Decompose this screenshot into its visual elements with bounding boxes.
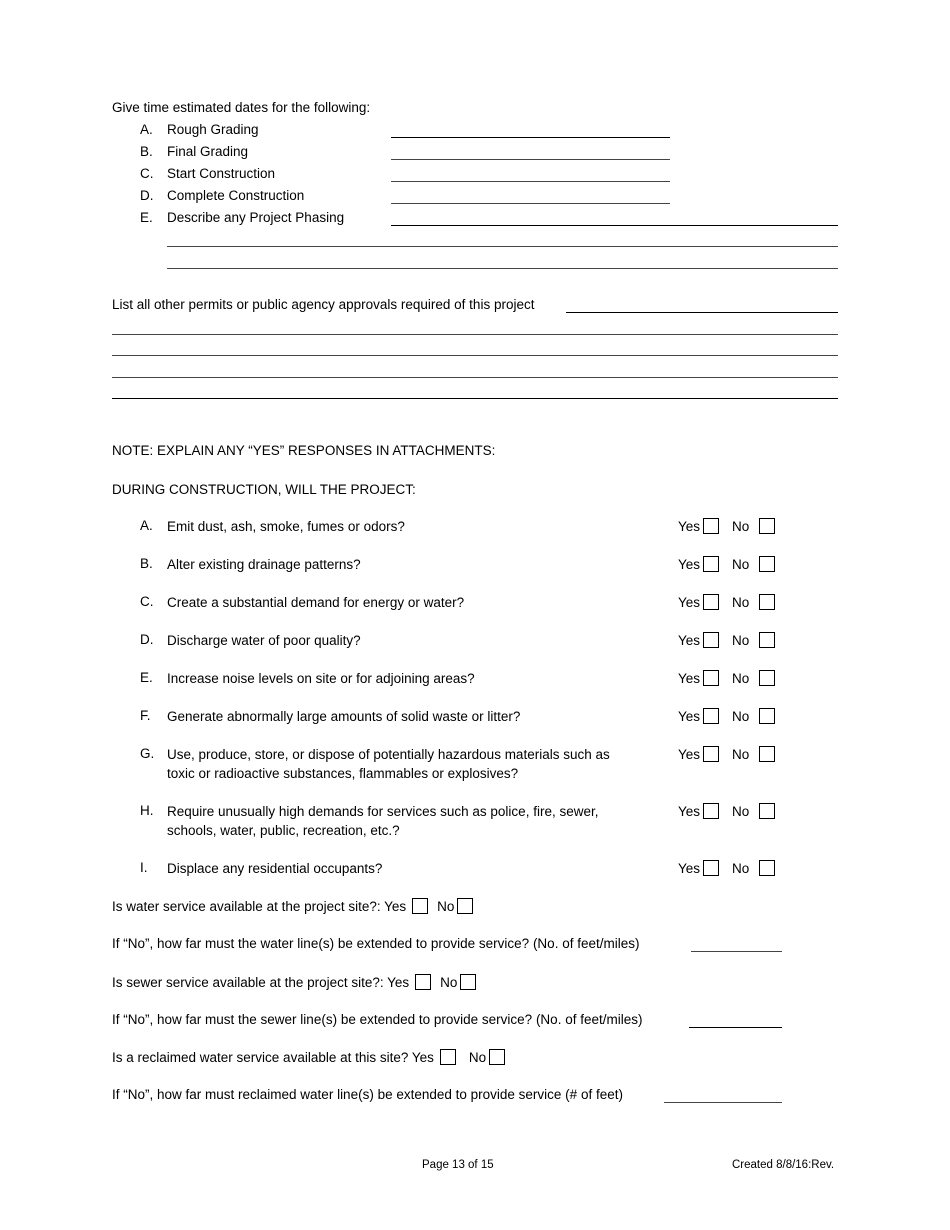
water-yes-checkbox[interactable] [412, 898, 428, 914]
date-item-label: Complete Construction [167, 188, 305, 203]
permits-label: List all other permits or public agency approvals required of this project [112, 297, 535, 312]
no-checkbox[interactable] [759, 670, 775, 686]
phasing-field-line-3[interactable] [167, 268, 838, 269]
question-text: Require unusually high demands for services such as police, fire, sewer, schools, water, public, recreation, etc.? [167, 804, 599, 838]
yes-no-group [678, 860, 778, 876]
no-label: No [732, 595, 750, 610]
question-letter: G. [140, 746, 155, 761]
yes-no-group [678, 803, 778, 819]
water-distance-field[interactable] [691, 951, 782, 952]
water-no-checkbox[interactable] [457, 898, 473, 914]
no-label: No [732, 747, 750, 762]
yes-no-group [678, 670, 778, 686]
reclaimed-service-question: Is a reclaimed water service available at this site? Yes [112, 1050, 434, 1065]
water-service-row [112, 898, 476, 914]
question-letter: D. [140, 632, 154, 647]
yes-no-group [678, 708, 778, 724]
yes-label: Yes [678, 747, 701, 762]
permits-field-line-5[interactable] [112, 398, 838, 399]
yes-no-group [678, 632, 778, 648]
reclaimed-distance-label: If “No”, how far must reclaimed water line(s) be extended to provide service (# of feet) [112, 1087, 623, 1102]
sewer-yes-checkbox[interactable] [415, 974, 431, 990]
yes-checkbox[interactable] [703, 746, 719, 762]
yes-label: Yes [678, 633, 701, 648]
yes-no-group [678, 746, 778, 762]
yes-label: Yes [678, 861, 701, 876]
reclaimed-service-row [112, 1049, 508, 1065]
final-grading-field[interactable] [391, 159, 670, 160]
question-letter: A. [140, 518, 153, 533]
question-text: Use, produce, store, or dispose of potentially hazardous materials such as toxic or radioactive substances, flammables or explosives? [167, 747, 610, 781]
date-item-letter: D. [140, 188, 154, 203]
reclaimed-no-checkbox[interactable] [489, 1049, 505, 1065]
water-service-question: Is water service available at the project site?: Yes [112, 899, 407, 914]
no-label: No [468, 1050, 487, 1065]
question-letter: C. [140, 594, 154, 609]
sewer-service-question: Is sewer service available at the project site?: Yes [112, 975, 410, 990]
question-text: Displace any residential occupants? [167, 861, 383, 876]
question-letter: H. [140, 803, 154, 818]
yes-label: Yes [678, 519, 701, 534]
date-item-letter: E. [140, 210, 153, 225]
phasing-field-line-2[interactable] [167, 246, 838, 247]
yes-no-group [678, 518, 778, 534]
yes-checkbox[interactable] [703, 556, 719, 572]
date-item-letter: A. [140, 122, 153, 137]
question-letter: I. [140, 860, 148, 875]
no-label: No [732, 519, 750, 534]
yes-checkbox[interactable] [703, 708, 719, 724]
date-item-label: Start Construction [167, 166, 276, 181]
no-checkbox[interactable] [759, 746, 775, 762]
no-checkbox[interactable] [759, 594, 775, 610]
yes-checkbox[interactable] [703, 670, 719, 686]
permits-field-line-4[interactable] [112, 377, 838, 378]
dates-intro: Give time estimated dates for the following: [112, 100, 371, 115]
rough-grading-field[interactable] [391, 137, 670, 138]
no-checkbox[interactable] [759, 632, 775, 648]
yes-label: Yes [678, 804, 701, 819]
no-checkbox[interactable] [759, 518, 775, 534]
date-item-label: Rough Grading [167, 122, 259, 137]
yes-checkbox[interactable] [703, 860, 719, 876]
yes-checkbox[interactable] [703, 803, 719, 819]
yes-label: Yes [678, 595, 701, 610]
construction-heading: DURING CONSTRUCTION, WILL THE PROJECT: [112, 482, 416, 497]
reclaimed-distance-field[interactable] [664, 1102, 782, 1103]
question-text: Increase noise levels on site or for adjoining areas? [167, 671, 475, 686]
complete-construction-field[interactable] [391, 203, 670, 204]
question-letter: B. [140, 556, 153, 571]
sewer-distance-field[interactable] [689, 1027, 782, 1028]
no-label: No [732, 804, 750, 819]
no-checkbox[interactable] [759, 860, 775, 876]
question-text: Emit dust, ash, smoke, fumes or odors? [167, 519, 405, 534]
no-label: No [440, 975, 458, 990]
yes-label: Yes [678, 557, 701, 572]
question-text: Alter existing drainage patterns? [167, 557, 361, 572]
no-checkbox[interactable] [759, 556, 775, 572]
no-checkbox[interactable] [759, 708, 775, 724]
question-letter: E. [140, 670, 153, 685]
question-text: Generate abnormally large amounts of solid waste or litter? [167, 709, 521, 724]
note-text: NOTE: EXPLAIN ANY “YES” RESPONSES IN ATTACHMENTS: [112, 443, 496, 458]
no-label: No [732, 709, 750, 724]
no-label: No [732, 861, 750, 876]
reclaimed-yes-checkbox[interactable] [440, 1049, 456, 1065]
yes-checkbox[interactable] [703, 518, 719, 534]
water-distance-label: If “No”, how far must the water line(s) be extended to provide service? (No. of feet/miles) [112, 936, 640, 951]
yes-no-group [678, 594, 778, 610]
yes-checkbox[interactable] [703, 594, 719, 610]
date-item-letter: C. [140, 166, 154, 181]
question-text: Discharge water of poor quality? [167, 633, 361, 648]
no-label: No [732, 557, 750, 572]
sewer-distance-label: If “No”, how far must the sewer line(s) be extended to provide service? (No. of feet/miles) [112, 1012, 643, 1027]
date-item-label: Describe any Project Phasing [167, 210, 345, 225]
page-number: Page 13 of 15 [422, 1159, 494, 1171]
yes-no-group [678, 556, 778, 572]
yes-label: Yes [678, 671, 701, 686]
sewer-no-checkbox[interactable] [460, 974, 476, 990]
no-label: No [437, 899, 455, 914]
permits-field-line-1[interactable] [566, 312, 838, 313]
permits-field-line-2[interactable] [112, 334, 838, 335]
yes-label: Yes [678, 709, 701, 724]
revision-date: Created 8/8/16:Rev. [732, 1159, 835, 1171]
no-label: No [732, 633, 750, 648]
no-checkbox[interactable] [759, 803, 775, 819]
yes-checkbox[interactable] [703, 632, 719, 648]
start-construction-field[interactable] [391, 181, 670, 182]
sewer-service-row [112, 974, 479, 990]
date-item-label: Final Grading [167, 144, 249, 159]
date-item-letter: B. [140, 144, 153, 159]
phasing-field-line-1[interactable] [391, 225, 838, 226]
question-text: Create a substantial demand for energy or water? [167, 595, 465, 610]
no-label: No [732, 671, 750, 686]
question-letter: F. [140, 708, 151, 723]
permits-field-line-3[interactable] [112, 355, 838, 356]
